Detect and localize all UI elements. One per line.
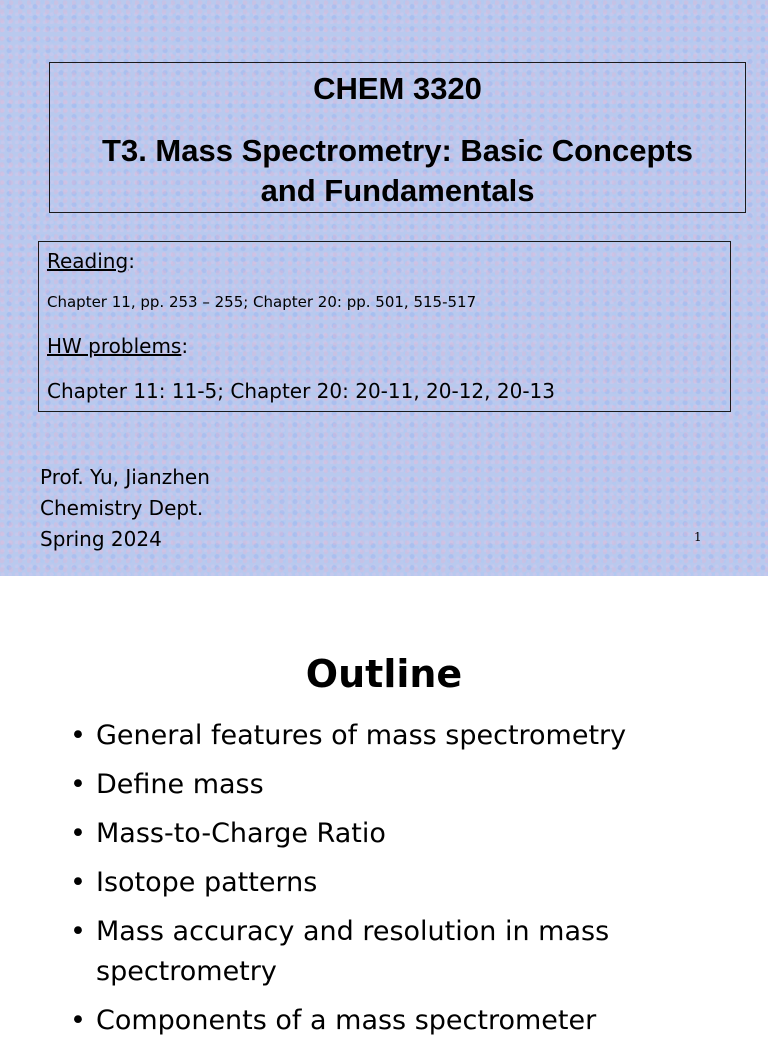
list-item <box>70 1001 656 1041</box>
list-item-text: Define mass <box>96 769 264 800</box>
bullet-icon: • <box>70 916 86 947</box>
hw-heading <box>47 334 188 358</box>
slide-title-line-1: T3. Mass Spectrometry: Basic Concepts <box>102 133 693 168</box>
list-item-text: General features of mass spectrometry <box>96 720 627 751</box>
list-item <box>70 765 656 805</box>
hw-label: HW problems <box>47 334 182 358</box>
reading-text: Chapter 11, pp. 253 – 255; Chapter 20: pp. 501, 515-517 <box>47 293 477 311</box>
list-item-text: Isotope patterns <box>96 867 318 898</box>
title-box <box>49 62 746 213</box>
bullet-icon: • <box>70 720 86 751</box>
list-item-text: Components of a mass spectrometer <box>96 1005 597 1036</box>
slide-title <box>50 131 745 211</box>
outline-list <box>70 716 656 1050</box>
slide-title-line-2: and Fundamentals <box>260 173 535 208</box>
reading-label: Reading <box>47 249 129 273</box>
course-code: CHEM 3320 <box>313 71 482 106</box>
hw-colon: : <box>181 334 189 358</box>
list-item <box>70 716 656 756</box>
list-item <box>70 863 656 903</box>
assignment-box <box>38 241 731 412</box>
list-item-text: Mass-to-Charge Ratio <box>96 818 386 849</box>
reading-colon: : <box>128 249 135 273</box>
hw-text: Chapter 11: 11-5; Chapter 20: 20-11, 20-12, 20-13 <box>47 379 555 403</box>
outline-title: Outline <box>305 652 463 696</box>
bullet-icon: • <box>70 818 86 849</box>
list-item-text: Mass accuracy and resolution in mass spectrometry <box>96 916 610 987</box>
bullet-icon: • <box>70 867 86 898</box>
author-name: Prof. Yu, Jianzhen <box>40 465 210 489</box>
reading-heading <box>47 249 135 273</box>
page-number: 1 <box>694 530 702 544</box>
outline-slide <box>0 576 768 1036</box>
bullet-icon: • <box>70 1005 86 1036</box>
bullet-icon: • <box>70 769 86 800</box>
author-block <box>40 462 210 555</box>
list-item <box>70 814 656 854</box>
term: Spring 2024 <box>40 527 162 551</box>
list-item <box>70 912 656 992</box>
department: Chemistry Dept. <box>40 496 204 520</box>
